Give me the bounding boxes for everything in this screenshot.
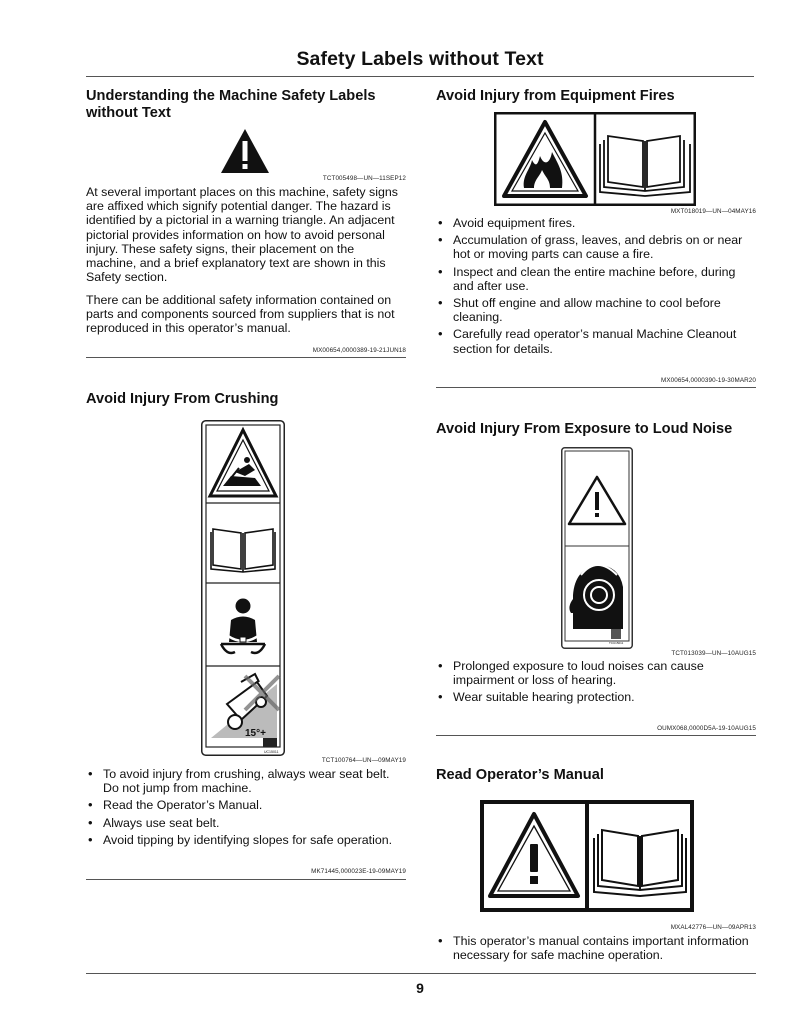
label-code: UC15011	[264, 750, 279, 754]
footer-rule	[86, 973, 756, 974]
body-paragraph: There can be additional safety information contained on parts and components sourced from suppliers that is not reproduced in this operator’s manual.	[86, 293, 395, 336]
list-item: • Avoid tipping by identifying slopes for safe operation.	[86, 833, 406, 847]
section-heading-noise: Avoid Injury From Exposure to Loud Noise	[436, 421, 733, 437]
list-item: • Prolonged exposure to loud noises can cause impairment or loss of hearing.	[436, 659, 756, 687]
image-ref: MXAL42776—UN—09APR13	[670, 924, 756, 931]
label-code: TCU15011	[609, 641, 624, 645]
page-title: Safety Labels without Text	[296, 48, 544, 70]
title-rule	[86, 76, 754, 77]
list-item: • Always use seat belt.	[86, 816, 406, 830]
bullet-list	[436, 934, 756, 965]
image-ref: MXT018019—UN—04MAY16	[670, 208, 756, 215]
list-item: • Wear suitable hearing protection.	[436, 690, 756, 704]
section-rule	[86, 879, 406, 880]
image-ref: TCT100764—UN—09MAY19	[321, 757, 406, 764]
doc-ref: MX00654,0000390-19-30MAR20	[660, 377, 756, 384]
section-heading-crushing: Avoid Injury From Crushing	[86, 391, 279, 407]
page-number: 9	[416, 980, 424, 996]
section-rule	[436, 735, 756, 736]
list-item: • Inspect and clean the entire machine before, during and after use.	[436, 265, 756, 293]
list-item: • Avoid equipment fires.	[436, 216, 756, 230]
section-heading-understanding: Understanding the Machine Safety Labels without Text	[86, 88, 376, 121]
slope-label: 15°+	[245, 728, 266, 739]
list-item: • Shut off engine and allow machine to cool before cleaning.	[436, 296, 756, 324]
list-item: • Accumulation of grass, leaves, and debris on or near hot or moving parts can cause a fire.	[436, 233, 756, 261]
crushing-safety-label	[201, 420, 285, 756]
section-heading-manual: Read Operator’s Manual	[436, 767, 604, 783]
list-item: • To avoid injury from crushing, always wear seat belt. Do not jump from machine.	[86, 767, 406, 795]
bullet-list	[436, 216, 756, 359]
image-ref: TCT005498—UN—11SEP12	[322, 175, 406, 182]
list-item: • Read the Operator’s Manual.	[86, 798, 406, 812]
doc-ref: MX00654,0000389-19-21JUN18	[312, 347, 406, 354]
doc-ref: OUMX068,0000D5A-19-10AUG15	[657, 725, 756, 732]
body-paragraph: At several important places on this machine, safety signs are affixed which signify potential danger. The hazard is identified by a pictorial in a warning triangle. An adjacent pictorial provides information on how to avoid personal injury. These safety signs, their placement on the machine, and a brief explanatory text are shown in this Safety section.	[86, 185, 398, 285]
section-rule	[86, 357, 406, 358]
image-ref: TCT013039—UN—10AUG15	[671, 650, 756, 657]
list-item: • Carefully read operator’s manual Machine Cleanout section for details.	[436, 327, 756, 355]
section-heading-fires: Avoid Injury from Equipment Fires	[436, 88, 675, 104]
section-rule	[436, 387, 756, 388]
fire-safety-label	[494, 112, 696, 206]
list-item: • This operator’s manual contains important information necessary for safe machine operation.	[436, 934, 756, 962]
manual-safety-label	[480, 800, 694, 912]
bullet-list	[436, 659, 756, 708]
bullet-list	[86, 767, 406, 850]
warning-triangle-icon	[219, 127, 271, 175]
noise-safety-label	[561, 447, 633, 649]
doc-ref: MK71445,000023E-19-09MAY19	[311, 868, 406, 875]
